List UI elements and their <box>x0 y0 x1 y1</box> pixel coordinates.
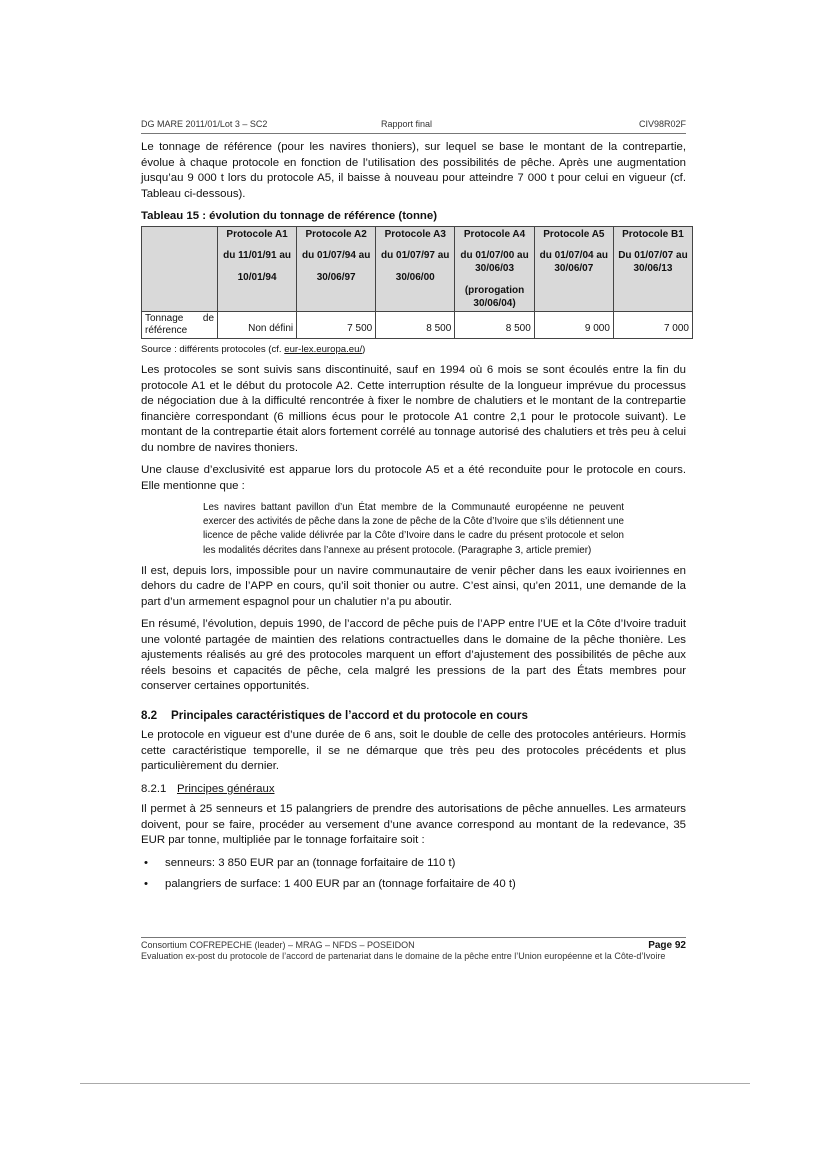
protocol-end: 10/01/94 <box>237 271 277 283</box>
list-item-text: senneurs: 3 850 EUR par an (tonnage forfaitaire de 110 t) <box>165 856 456 869</box>
header-divider <box>141 133 686 134</box>
source-link[interactable]: eur-lex.europa.eu/ <box>284 343 363 355</box>
bullet-icon: • <box>144 856 148 869</box>
page-body <box>141 140 689 899</box>
protocol-end: 30/06/00 <box>395 271 435 283</box>
protocol-name: Protocole A4 <box>463 228 526 240</box>
page-number: Page 92 <box>648 940 686 951</box>
paragraph: Il permet à 25 senneurs et 15 palangriers de prendre des autorisations de pêche annuelles. Les armateurs doivent, pour se faire, procéder au versement d’une avance correspond au montant de la redevance, 35 EUR par tonne, multipliée par le tonnage forfaitaire soit : <box>141 803 686 847</box>
protocol-name: Protocole A2 <box>305 228 367 240</box>
paragraph: Les protocoles se sont suivis sans discontinuité, sauf en 1994 où 6 mois se sont écoulés entre la fin du protocole A1 et le début du protocole A2. Cette interruption résulte de la longueur imprévue du processus de négociation due à la difficulté rencontrée à fixer le nombre de chalutiers et le montant de la contrepartie financière correspondant (6 millions écus pour le protocole A1 contre 2,1 pour le protocole suivant). Le montant de la contrepartie était alors fortement corrélé au tonnage autorisé des chalutiers et très peu à celui du nombre de navires thoniers. <box>141 364 686 454</box>
protocol-dates: du 01/07/97 au <box>381 249 450 261</box>
subsection-title: Principes généraux <box>177 782 275 795</box>
list-item <box>141 877 686 893</box>
section-heading <box>141 708 686 724</box>
viewer-divider <box>80 1083 750 1084</box>
protocol-name: Protocole A5 <box>543 228 605 240</box>
protocol-dates: du 01/07/04 au 30/06/07 <box>539 249 609 274</box>
protocol-name: Protocole A3 <box>384 228 446 240</box>
protocol-name: Protocole A1 <box>226 228 288 240</box>
subsection-heading <box>141 782 686 798</box>
paragraph: Il est, depuis lors, impossible pour un navire communautaire de venir pêcher dans les eaux ivoiriennes en dehors du cadre de l’APP en cours, qu’il soit thonier ou autre. C’est ainsi, qu’en 2011, une demande de la part d’un armement espagnol pour un chalutier n’a pu aboutir. <box>141 564 686 608</box>
table-header-cell <box>218 226 297 311</box>
reference-tonnage-table <box>141 226 693 339</box>
table-cell: Non défini <box>218 311 297 338</box>
bullet-icon: • <box>144 878 148 891</box>
footer-line-2: Evaluation ex-post du protocole de l’accord de partenariat dans le domaine de la pêche entre l’Union européenne et la Côte-d’Ivoire <box>141 951 666 961</box>
table-header-cell <box>376 226 455 311</box>
page-footer <box>141 940 686 962</box>
protocol-name: Protocole B1 <box>622 228 684 240</box>
table-cell: 7 000 <box>613 311 692 338</box>
paragraph: Le protocole en vigueur est d’une durée de 6 ans, soit le double de celle des protocoles antérieurs. Hormis cette caractéristique temporelle, il se ne démarque que très peu des protocoles précédents et plus particulièrement du dernier. <box>141 729 686 773</box>
protocol-end: 30/06/97 <box>316 271 356 283</box>
table-header-cell <box>297 226 376 311</box>
table-corner-cell <box>142 226 218 311</box>
protocol-dates: Du 01/07/07 au 30/06/13 <box>618 249 688 274</box>
table-row <box>142 311 693 338</box>
list-item <box>141 856 686 872</box>
section-number: 8.2 <box>141 708 158 722</box>
paragraph: Une clause d’exclusivité est apparue lors du protocole A5 et a été reconduite pour le protocole en cours. Elle mentionne que : <box>141 464 686 492</box>
block-quote: Les navires battant pavillon d’un État membre de la Communauté européenne ne peuvent exercer des activités de pêche dans la zone de pêche de la Côte d’Ivoire que s’ils détiennent une licence de pêche valide délivrée par la Côte d’Ivoire dans le cadre du présent protocole et selon les modalités décrites dans l’annexe au présent protocole. (Paragraphe 3, article premier) <box>203 502 624 556</box>
section-title: Principales caractéristiques de l’accord et du protocole en cours <box>171 708 528 722</box>
table-source <box>141 342 686 358</box>
table-cell: 8 500 <box>455 311 535 338</box>
subsection-number: 8.2.1 <box>141 782 167 795</box>
table-header-cell <box>455 226 535 311</box>
header-right: CIV98R02F <box>638 119 686 129</box>
header-left: DG MARE 2011/01/Lot 3 – SC2 <box>141 119 268 129</box>
table-caption: Tableau 15 : évolution du tonnage de référence (tonne) <box>141 210 437 222</box>
protocol-dates: du 11/01/91 au <box>223 249 291 261</box>
source-prefix: Source : différents protocoles (cf. <box>141 343 285 355</box>
table-cell: 9 000 <box>534 311 613 338</box>
table-header-cell <box>613 226 692 311</box>
intro-paragraph: Le tonnage de référence (pour les navires thoniers), sur lequel se base le montant de la contrepartie, évolue à chaque protocole en fonction de l’utilisation des possibilités de pêche. Après une augmentation jusqu’au 9 000 t lors du protocole A5, il baisse à nouveau pour atteindre 7 000 t pour celui en vigueur (cf. Tableau ci-dessous). <box>141 141 686 200</box>
bullet-list <box>141 856 686 893</box>
page-header <box>141 119 686 133</box>
protocol-end: (prorogation 30/06/04) <box>464 284 525 309</box>
list-item-text: palangriers de surface: 1 400 EUR par an (tonnage forfaitaire de 40 t) <box>165 878 516 891</box>
table-header-row <box>142 226 693 311</box>
table-header-cell <box>534 226 613 311</box>
header-center: Rapport final <box>381 119 433 129</box>
table-cell: 8 500 <box>376 311 455 338</box>
source-suffix: ) <box>362 343 366 355</box>
protocol-dates: du 01/07/94 au <box>301 249 371 261</box>
footer-divider <box>141 937 686 938</box>
table-cell: 7 500 <box>297 311 376 338</box>
footer-line-1: Consortium COFREPECHE (leader) – MRAG – NFDS – POSEIDON <box>141 940 415 950</box>
protocol-dates: du 01/07/00 au 30/06/03 <box>460 249 529 274</box>
row-label: Tonnage de référence <box>142 311 218 338</box>
paragraph: En résumé, l’évolution, depuis 1990, de l’accord de pêche puis de l’APP entre l’UE et la Côte d’Ivoire traduit une volonté partagée de maintien des relations contractuelles dans le domaine de la pêche thonière. Les ajustements réalisés au gré des protocoles marquent un effort d’ajustement des possibilités de pêche aux réels besoins et capacités de pêche, cela malgré les pressions de la part des États membres pour conserver certaines opportunités. <box>141 618 686 693</box>
